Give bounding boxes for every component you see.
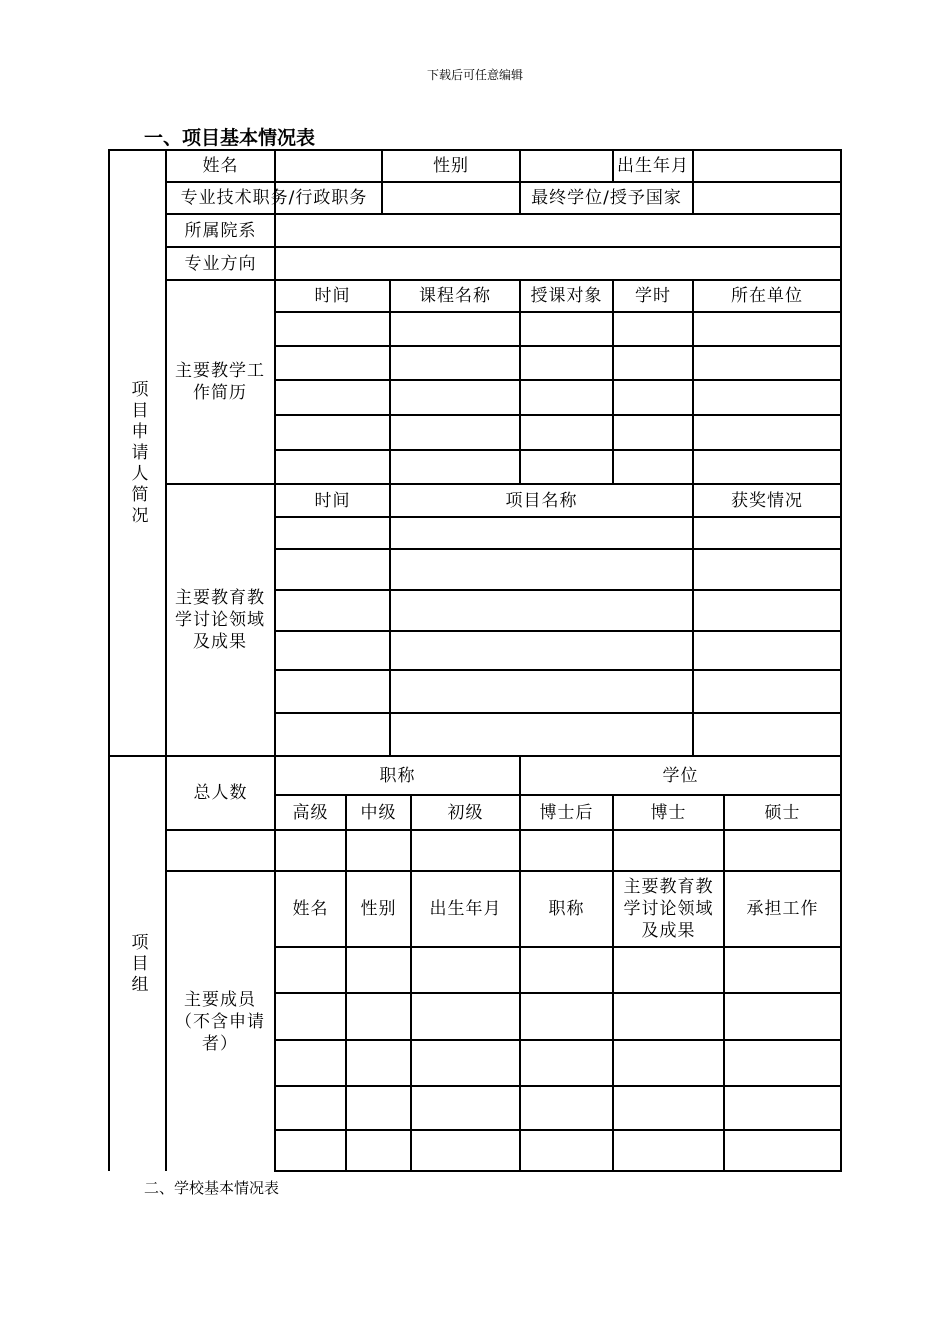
degree-group-label: 学位 xyxy=(662,765,699,786)
teaching-label: 主要教学工作简历 xyxy=(175,361,265,403)
total-label: 总人数 xyxy=(193,783,248,803)
page-title: 一、项目基本情况表 xyxy=(144,127,316,149)
teaching-header-time: 时间 xyxy=(314,286,351,306)
members-header-research: 主要教育教学讨论领域及成果 xyxy=(623,877,714,941)
birth-label: 出生年月 xyxy=(617,156,689,176)
applicant-section-label: 项目申请人简况 xyxy=(127,379,148,527)
degree-postdoc: 博士后 xyxy=(539,802,594,823)
gender-label: 性别 xyxy=(433,156,469,176)
degree-phd: 博士 xyxy=(650,802,687,823)
name-label: 姓名 xyxy=(202,156,239,176)
degree-master: 硕士 xyxy=(764,802,801,823)
teaching-header-hours: 学时 xyxy=(635,286,671,306)
title-label: 专业技术职务/行政职务 xyxy=(180,188,368,208)
name-field[interactable] xyxy=(276,151,381,181)
members-header-gender: 性别 xyxy=(360,899,397,919)
major-label: 专业方向 xyxy=(184,253,257,274)
research-label: 主要教育教学讨论领域及成果 xyxy=(175,588,265,652)
birth-field[interactable] xyxy=(694,151,840,181)
members-header-duty: 承担工作 xyxy=(746,899,819,919)
members-header-birth: 出生年月 xyxy=(429,899,502,919)
members-label: 主要成员（不含申请者） xyxy=(175,989,265,1054)
teaching-header-course: 课程名称 xyxy=(419,286,491,306)
research-header-awards: 获奖情况 xyxy=(731,490,803,511)
header-note: 下载后可任意编辑 xyxy=(426,68,523,82)
rank-intermediate: 中级 xyxy=(360,802,397,823)
rank-senior: 高级 xyxy=(292,802,329,823)
degree-label: 最终学位/授予国家 xyxy=(531,188,682,208)
research-header-time: 时间 xyxy=(314,490,351,511)
members-header-name: 姓名 xyxy=(292,899,329,919)
group-section-label: 项目组 xyxy=(127,932,148,996)
teaching-header-audience: 授课对象 xyxy=(530,286,603,306)
rank-label: 职称 xyxy=(379,765,416,786)
degree-field[interactable] xyxy=(694,183,840,213)
footer-heading: 二、学校基本情况表 xyxy=(144,1179,280,1197)
teaching-header-unit: 所在单位 xyxy=(731,286,803,306)
major-field[interactable] xyxy=(276,248,840,279)
research-header-project: 项目名称 xyxy=(505,490,578,511)
gender-field[interactable] xyxy=(521,151,612,181)
dept-label: 所属院系 xyxy=(184,220,257,241)
members-header-rank: 职称 xyxy=(548,899,585,919)
title-field[interactable] xyxy=(383,183,519,213)
dept-field[interactable] xyxy=(276,215,840,246)
rank-junior: 初级 xyxy=(447,802,484,823)
